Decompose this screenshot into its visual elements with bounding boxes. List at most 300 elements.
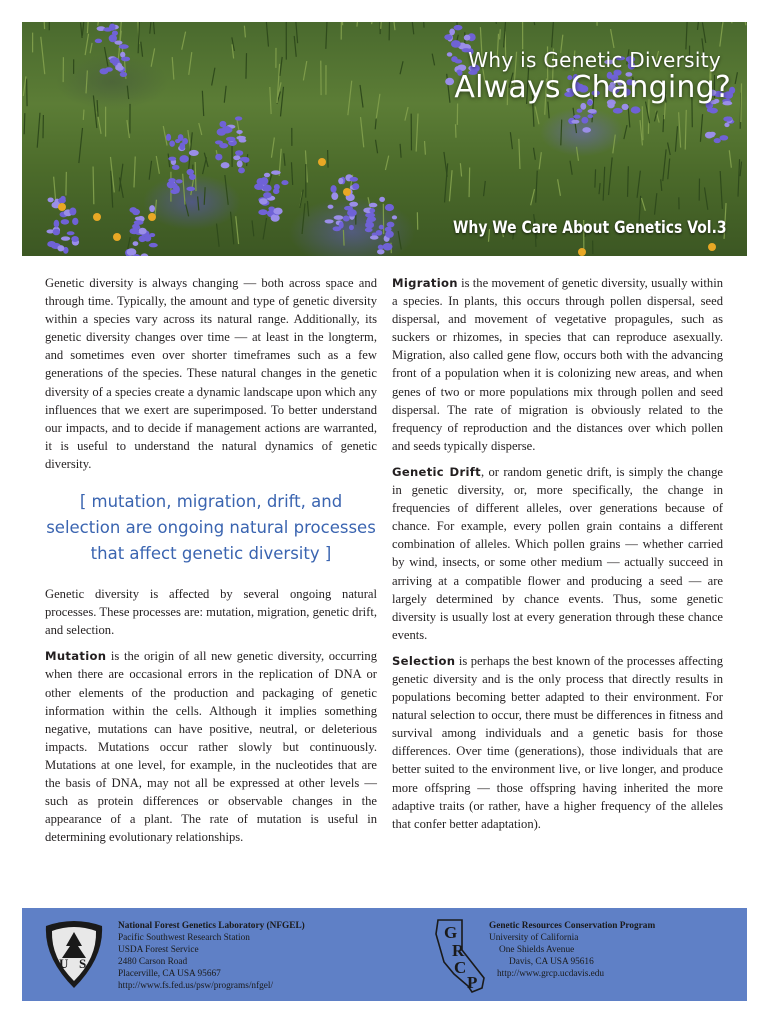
grass-blade xyxy=(400,144,401,158)
grcp-line2: One Shields Avenue xyxy=(499,945,575,956)
grass-blade xyxy=(732,22,733,23)
grass-blade xyxy=(361,117,364,147)
daisy-flower xyxy=(58,203,66,211)
grass-blade xyxy=(37,113,40,148)
lupine-petal xyxy=(133,241,139,246)
lupine-petal xyxy=(454,25,463,30)
lupine-petal xyxy=(129,207,137,213)
grass-blade xyxy=(98,22,100,26)
nfgel-line2: USDA Forest Service xyxy=(118,945,199,956)
grass-blade xyxy=(342,22,343,25)
grass-blade xyxy=(385,156,388,170)
lupine-petal xyxy=(573,115,580,119)
grass-blade xyxy=(685,110,686,150)
lupine-petal xyxy=(581,117,588,124)
lupine-petal xyxy=(121,57,130,62)
grass-blade xyxy=(405,107,408,121)
grass-blade xyxy=(141,42,143,57)
hero-title-line1: Why is Genetic Diversity xyxy=(468,48,721,72)
grass-blade xyxy=(668,142,671,155)
lupine-petal xyxy=(339,221,344,228)
grass-blade xyxy=(296,22,298,43)
lupine-petal xyxy=(369,203,378,208)
grass-blade xyxy=(54,177,56,202)
grass-blade xyxy=(149,161,151,180)
grass-blade xyxy=(280,57,282,76)
lupine-petal xyxy=(140,253,148,256)
lupine-petal xyxy=(264,173,270,178)
grass-blade xyxy=(603,167,605,201)
lupine-petal xyxy=(138,235,145,242)
forest-service-shield-icon xyxy=(42,918,106,990)
lupine-petal xyxy=(109,34,117,42)
daisy-flower xyxy=(343,188,351,196)
lupine-petal xyxy=(387,222,395,228)
lupine-petal xyxy=(57,245,64,251)
grass-blade xyxy=(668,159,670,180)
footer xyxy=(22,908,747,1001)
grass-blade xyxy=(423,22,424,28)
lupine-petal xyxy=(281,180,288,185)
lupine-petal xyxy=(258,209,267,215)
grass-blade xyxy=(392,22,395,30)
grass-blade xyxy=(202,91,203,116)
grass-blade xyxy=(151,48,154,66)
grass-blade xyxy=(599,183,600,194)
grass-blade xyxy=(24,113,25,134)
grass-blade xyxy=(686,22,687,49)
grass-blade xyxy=(127,86,128,99)
daisy-flower xyxy=(93,213,101,221)
grass-blade xyxy=(79,128,83,163)
grass-blade xyxy=(266,22,269,47)
grass-blade xyxy=(534,148,536,160)
lupine-petal xyxy=(273,208,282,215)
grass-blade xyxy=(302,203,305,234)
series-title: Why We Care About Genetics Vol.3 xyxy=(453,218,727,238)
grass-blade xyxy=(291,162,292,185)
lupine-petal xyxy=(215,154,222,161)
grass-blade xyxy=(303,61,306,80)
lupine-petal xyxy=(103,27,112,31)
grass-blade xyxy=(270,87,271,114)
grass-blade xyxy=(244,26,245,38)
grass-blade xyxy=(552,22,554,47)
grass-blade xyxy=(182,32,186,50)
lupine-petal xyxy=(58,198,66,204)
lupine-petal xyxy=(582,127,591,133)
grass-blade xyxy=(609,157,613,195)
grass-blade xyxy=(531,189,535,205)
lupine-petal xyxy=(189,150,199,156)
lupine-petal xyxy=(221,162,230,168)
grass-blade xyxy=(624,125,627,139)
grass-blade xyxy=(400,61,403,74)
lupine-petal xyxy=(338,178,343,184)
grass-blade xyxy=(284,153,285,166)
nfgel-line4: Placerville, CA USA 95667 xyxy=(118,969,221,980)
grass-blade xyxy=(561,120,562,146)
grass-blade xyxy=(326,22,327,49)
lupine-petal xyxy=(271,214,280,222)
migration-term: Migration xyxy=(392,276,458,290)
grass-blade xyxy=(558,179,561,196)
daisy-flower xyxy=(708,243,716,251)
grcp-letter-g: G xyxy=(444,923,458,942)
lupine-petal xyxy=(54,220,60,228)
grass-blade xyxy=(87,22,88,33)
drift-paragraph xyxy=(392,463,723,644)
grass-blade xyxy=(376,94,380,118)
lupine-petal xyxy=(451,40,461,48)
grcp-letter-c: C xyxy=(454,958,467,977)
nfgel-name: National Forest Genetics Laboratory (NFGEL) xyxy=(118,921,305,931)
lupine-petal xyxy=(343,215,350,221)
grass-blade xyxy=(416,114,418,152)
grass-blade xyxy=(637,171,640,198)
lupine-petal xyxy=(719,135,728,140)
lupine-petal xyxy=(112,61,117,65)
lupine-petal xyxy=(149,205,155,212)
grass-blade xyxy=(188,130,191,150)
grass-blade xyxy=(43,22,45,29)
grass-blade xyxy=(375,119,376,129)
grass-blade xyxy=(411,22,414,34)
lupine-petal xyxy=(69,208,76,216)
daisy-flower xyxy=(578,248,586,256)
grass-blade xyxy=(744,22,746,25)
grass-blade xyxy=(577,147,579,161)
grass-blade xyxy=(300,190,303,208)
lupine-petal xyxy=(233,155,240,160)
lupine-petal xyxy=(379,197,385,202)
grass-blade xyxy=(519,139,520,169)
lupine-petal xyxy=(444,34,452,40)
lupine-petal xyxy=(714,138,721,143)
lupine-petal xyxy=(383,243,393,250)
grass-blade xyxy=(85,34,88,55)
grass-blade xyxy=(360,85,363,108)
grass-blade xyxy=(23,76,26,95)
grass-blade xyxy=(705,187,708,209)
lupine-petal xyxy=(347,209,357,217)
grass-blade xyxy=(642,106,643,140)
lupine-petal xyxy=(219,143,228,148)
grass-blade xyxy=(212,68,215,86)
lupine-petal xyxy=(186,187,195,191)
daisy-flower xyxy=(148,213,156,221)
grcp-line1: University of California xyxy=(489,933,579,944)
grass-blade xyxy=(217,224,220,247)
lupine-petal xyxy=(168,178,175,183)
grass-blade xyxy=(460,163,461,176)
lupine-petal xyxy=(71,236,79,242)
grass-blade xyxy=(425,141,426,155)
lupine-petal xyxy=(175,139,180,143)
grass-blade xyxy=(596,22,597,26)
lupine-petal xyxy=(176,179,183,183)
grass-blade xyxy=(663,115,664,132)
lupine-petal xyxy=(168,157,176,161)
grass-blade xyxy=(203,157,207,174)
grass-blade xyxy=(613,135,615,154)
mutation-text: is the origin of all new genetic diversity, occurring when there are occasional errors in the replication of DNA or other elements of the production and packaging of genetic information within the cells. Although it implies something negative, mutations can have positive, neutral, or deleterious impacts. Mutations occur rather slowly but continuously. Mutations at one level, for example, in the nucleotides that are the basis of DNA, may not all be expressed at other levels — such as protein differences or observable changes in the appearance of a plant. The rate of mutation is useful in determining evolutionary relationships. xyxy=(45,649,377,845)
lupine-petal xyxy=(587,114,593,118)
lupine-petal xyxy=(47,241,56,247)
mutation-term: Mutation xyxy=(45,649,107,664)
lupine-petal xyxy=(445,78,454,86)
nfgel-url[interactable]: http://www.fs.fed.us/psw/programs/nfgel/ xyxy=(118,981,274,992)
lupine-petal xyxy=(379,225,384,230)
lupine-petal xyxy=(236,130,242,134)
daisy-flower xyxy=(113,233,121,241)
grass-blade xyxy=(41,37,45,74)
grass-blade xyxy=(500,29,501,39)
grass-blade xyxy=(152,22,155,34)
grass-blade xyxy=(628,166,629,197)
grass-blade xyxy=(86,70,87,93)
lupine-petal xyxy=(723,116,732,121)
grass-blade xyxy=(236,216,239,244)
lupine-petal xyxy=(61,219,69,225)
left-column xyxy=(45,274,377,854)
lupine-petal xyxy=(61,236,70,240)
grass-blade xyxy=(271,137,274,157)
mutation-paragraph xyxy=(45,647,377,846)
right-column xyxy=(392,274,723,841)
grass-blade xyxy=(90,43,92,53)
grass-blade xyxy=(740,162,741,177)
grass-blade xyxy=(679,112,681,147)
grass-blade xyxy=(398,231,401,250)
grass-blade xyxy=(510,132,512,149)
lupine-petal xyxy=(365,221,374,228)
lupine-petal xyxy=(370,235,379,239)
grass-blade xyxy=(376,140,378,153)
grass-blade xyxy=(343,230,344,246)
grass-blade xyxy=(720,171,722,209)
grass-blade xyxy=(127,120,129,138)
grass-blade xyxy=(225,175,228,205)
lupine-petal xyxy=(172,165,180,170)
grass-blade xyxy=(536,171,538,203)
lupine-petal xyxy=(378,245,384,250)
lupine-petal xyxy=(262,184,271,191)
lupine-petal xyxy=(53,229,60,236)
lupine-petal xyxy=(105,67,113,72)
nfgel-address xyxy=(118,920,305,993)
lupine-petal xyxy=(169,141,175,147)
grass-blade xyxy=(539,152,541,169)
lupine-petal xyxy=(175,186,180,194)
lupine-petal xyxy=(239,138,247,142)
grass-blade xyxy=(93,95,96,128)
lupine-petal xyxy=(226,137,236,141)
lupine-petal xyxy=(238,167,245,173)
lupine-petal xyxy=(48,197,54,202)
grass-blade xyxy=(611,29,614,48)
grass-blade xyxy=(389,22,390,40)
grass-blade xyxy=(449,170,452,201)
daisy-flower xyxy=(318,158,326,166)
grass-blade xyxy=(156,156,159,174)
grass-blade xyxy=(224,86,226,103)
lupine-petal xyxy=(385,231,394,238)
grass-blade xyxy=(246,53,247,79)
lupine-petal xyxy=(133,225,140,229)
grass-blade xyxy=(204,187,205,205)
grass-blade xyxy=(535,106,539,124)
grass-blade xyxy=(199,123,202,135)
grass-blade xyxy=(231,212,234,245)
grass-blade xyxy=(252,220,254,236)
grass-blade xyxy=(469,167,470,197)
grass-blade xyxy=(494,22,497,24)
lupine-petal xyxy=(179,155,188,162)
selection-text: is perhaps the best known of the processes affecting genetic diversity and is the only process that directly results in populations becoming better adapted to their environment. For natural selection to occur, there must be differences in fitness and survival among individuals and a genetic basis for those differences. Over time (generations), those individuals that are better suited to the environment live, or live longer, and produce more offspring — those offspring having inherited the more adaptive traits (or rather, have a higher frequency of the alleles that confer better adaptation). xyxy=(392,653,723,831)
pull-quote: [ mutation, migration, drift, and selection are ongoing natural processes that affect genetic diversity ] xyxy=(46,492,376,564)
grass-blade xyxy=(263,218,266,240)
lupine-petal xyxy=(115,65,124,71)
grass-blade xyxy=(104,47,108,66)
grass-blade xyxy=(663,149,666,181)
grass-blade xyxy=(172,57,174,80)
lupine-petal xyxy=(260,177,268,185)
grass-blade xyxy=(735,72,737,84)
lupine-petal xyxy=(274,184,280,190)
lupine-petal xyxy=(235,150,243,156)
grass-blade xyxy=(183,174,185,205)
grass-blade xyxy=(82,22,86,36)
lupine-petal xyxy=(187,169,194,175)
grass-blade xyxy=(675,126,677,151)
grass-blade xyxy=(348,81,352,116)
lupine-petal xyxy=(237,160,243,167)
lupine-petal xyxy=(350,177,358,182)
grass-blade xyxy=(570,161,572,175)
grass-blade xyxy=(93,167,94,205)
lupine-petal xyxy=(254,183,263,190)
lupine-petal xyxy=(613,108,623,114)
grass-blade xyxy=(532,22,535,25)
grass-blade xyxy=(307,201,308,216)
lupine-petal xyxy=(392,215,397,219)
selection-term: Selection xyxy=(392,653,456,668)
grcp-name: Genetic Resources Conservation Program xyxy=(489,921,656,931)
grass-blade xyxy=(654,111,657,122)
grass-blade xyxy=(294,36,296,57)
lupine-petal xyxy=(377,249,385,254)
nfgel-line3: 2480 Carson Road xyxy=(118,957,188,968)
lupine-petal xyxy=(235,116,242,120)
lupine-petal xyxy=(588,109,597,113)
lupine-petal xyxy=(328,205,334,209)
grass-blade xyxy=(432,54,434,66)
grcp-letter-p: P xyxy=(467,973,478,992)
grass-blade xyxy=(738,159,740,196)
grass-blade xyxy=(702,22,705,43)
intro-paragraph: Genetic diversity is always changing — both across space and through time. Typically, the amount and type of genetic diversity within a species vary across its natural range. Additionally, its genetic diversity changes over time — at least in the longterm, and sometimes even over shorter timeframes such as a few generations of the species. These natural changes in the genetic diversity of a species create a dynamic landscape upon which any influences that we exert are superimposed. To better understand our impacts, and to decide if management actions are warranted, it is useful to understand the natural dynamics of genetic diversity. xyxy=(45,276,377,471)
grass-blade xyxy=(729,150,731,167)
grass-blade xyxy=(168,154,170,168)
logo-letter-s: S xyxy=(79,956,87,971)
lupine-petal xyxy=(447,52,453,56)
hero-title-line2: Always Changing? xyxy=(454,70,731,105)
lupine-petal xyxy=(349,202,358,207)
lupine-petal xyxy=(271,170,281,175)
grcp-url[interactable]: http://www.grcp.ucdavis.edu xyxy=(497,969,605,980)
lupine-petal xyxy=(259,198,268,204)
lupine-petal xyxy=(242,157,249,163)
lupine-petal xyxy=(449,28,455,35)
lupine-petal xyxy=(119,44,129,49)
grcp-california-logo-icon xyxy=(432,916,490,996)
lupine-petal xyxy=(330,185,336,193)
lupine-petal xyxy=(334,215,344,220)
lupine-petal xyxy=(179,142,185,150)
lupine-petal xyxy=(631,106,641,113)
grass-blade xyxy=(700,114,702,142)
grass-blade xyxy=(189,52,192,75)
processes-paragraph: Genetic diversity is affected by several ongoing natural processes. These processes are: mutation, migration, genetic drift, and selection. xyxy=(45,587,377,638)
lupine-petal xyxy=(571,120,579,124)
lupine-petal xyxy=(577,109,583,113)
lupine-petal xyxy=(95,39,102,43)
logo-letter-u: U xyxy=(59,956,69,971)
grass-blade xyxy=(357,22,360,27)
grass-blade xyxy=(661,179,662,191)
grass-blade xyxy=(381,22,383,29)
grass-blade xyxy=(595,169,596,187)
grass-blade xyxy=(484,181,486,196)
grcp-letter-r: R xyxy=(452,941,465,960)
lupine-petal xyxy=(263,192,271,198)
lupine-petal xyxy=(222,126,231,134)
drift-term: Genetic Drift xyxy=(392,464,481,479)
grcp-address xyxy=(489,920,655,980)
migration-paragraph xyxy=(392,274,723,455)
nfgel-line1: Pacific Southwest Research Station xyxy=(118,933,250,944)
lupine-petal xyxy=(385,204,394,211)
drift-text: , or random genetic drift, is simply the change in genetic diversity, or, more specifically, the change in frequencies of different alleles, over generations because of chance. For example, every pollen grain contains a different combination of alleles. Which pollen grains — whether carried by wind, insects, or some other medium — actually succeed in arriving at a compatible flower and producing a seed — are largely determined by chance events. Thus, some genetic diversity is usually lost at every generation through these chance events. xyxy=(392,464,723,642)
lupine-petal xyxy=(166,134,171,141)
lupine-petal xyxy=(72,218,78,225)
lupine-petal xyxy=(134,220,144,225)
hero-banner xyxy=(22,22,747,256)
grass-blade xyxy=(655,193,657,214)
lupine-petal xyxy=(705,132,713,139)
grass-blade xyxy=(720,22,723,47)
grass-blade xyxy=(641,198,645,211)
grass-blade xyxy=(128,237,131,249)
grass-blade xyxy=(150,22,154,34)
grass-blade xyxy=(372,22,375,24)
lupine-petal xyxy=(67,231,75,235)
grass-blade xyxy=(198,196,199,210)
grass-blade xyxy=(280,87,283,117)
lupine-petal xyxy=(369,208,375,213)
lupine-petal xyxy=(135,216,144,220)
lupine-petal xyxy=(352,183,359,190)
lupine-petal xyxy=(464,35,470,41)
grcp-line3: Davis, CA USA 95616 xyxy=(509,957,594,968)
lupine-petal xyxy=(331,192,338,200)
grass-blade xyxy=(134,157,135,188)
grass-blade xyxy=(697,22,701,30)
grass-blade xyxy=(83,110,84,120)
lupine-petal xyxy=(149,243,158,247)
selection-paragraph xyxy=(392,652,723,833)
